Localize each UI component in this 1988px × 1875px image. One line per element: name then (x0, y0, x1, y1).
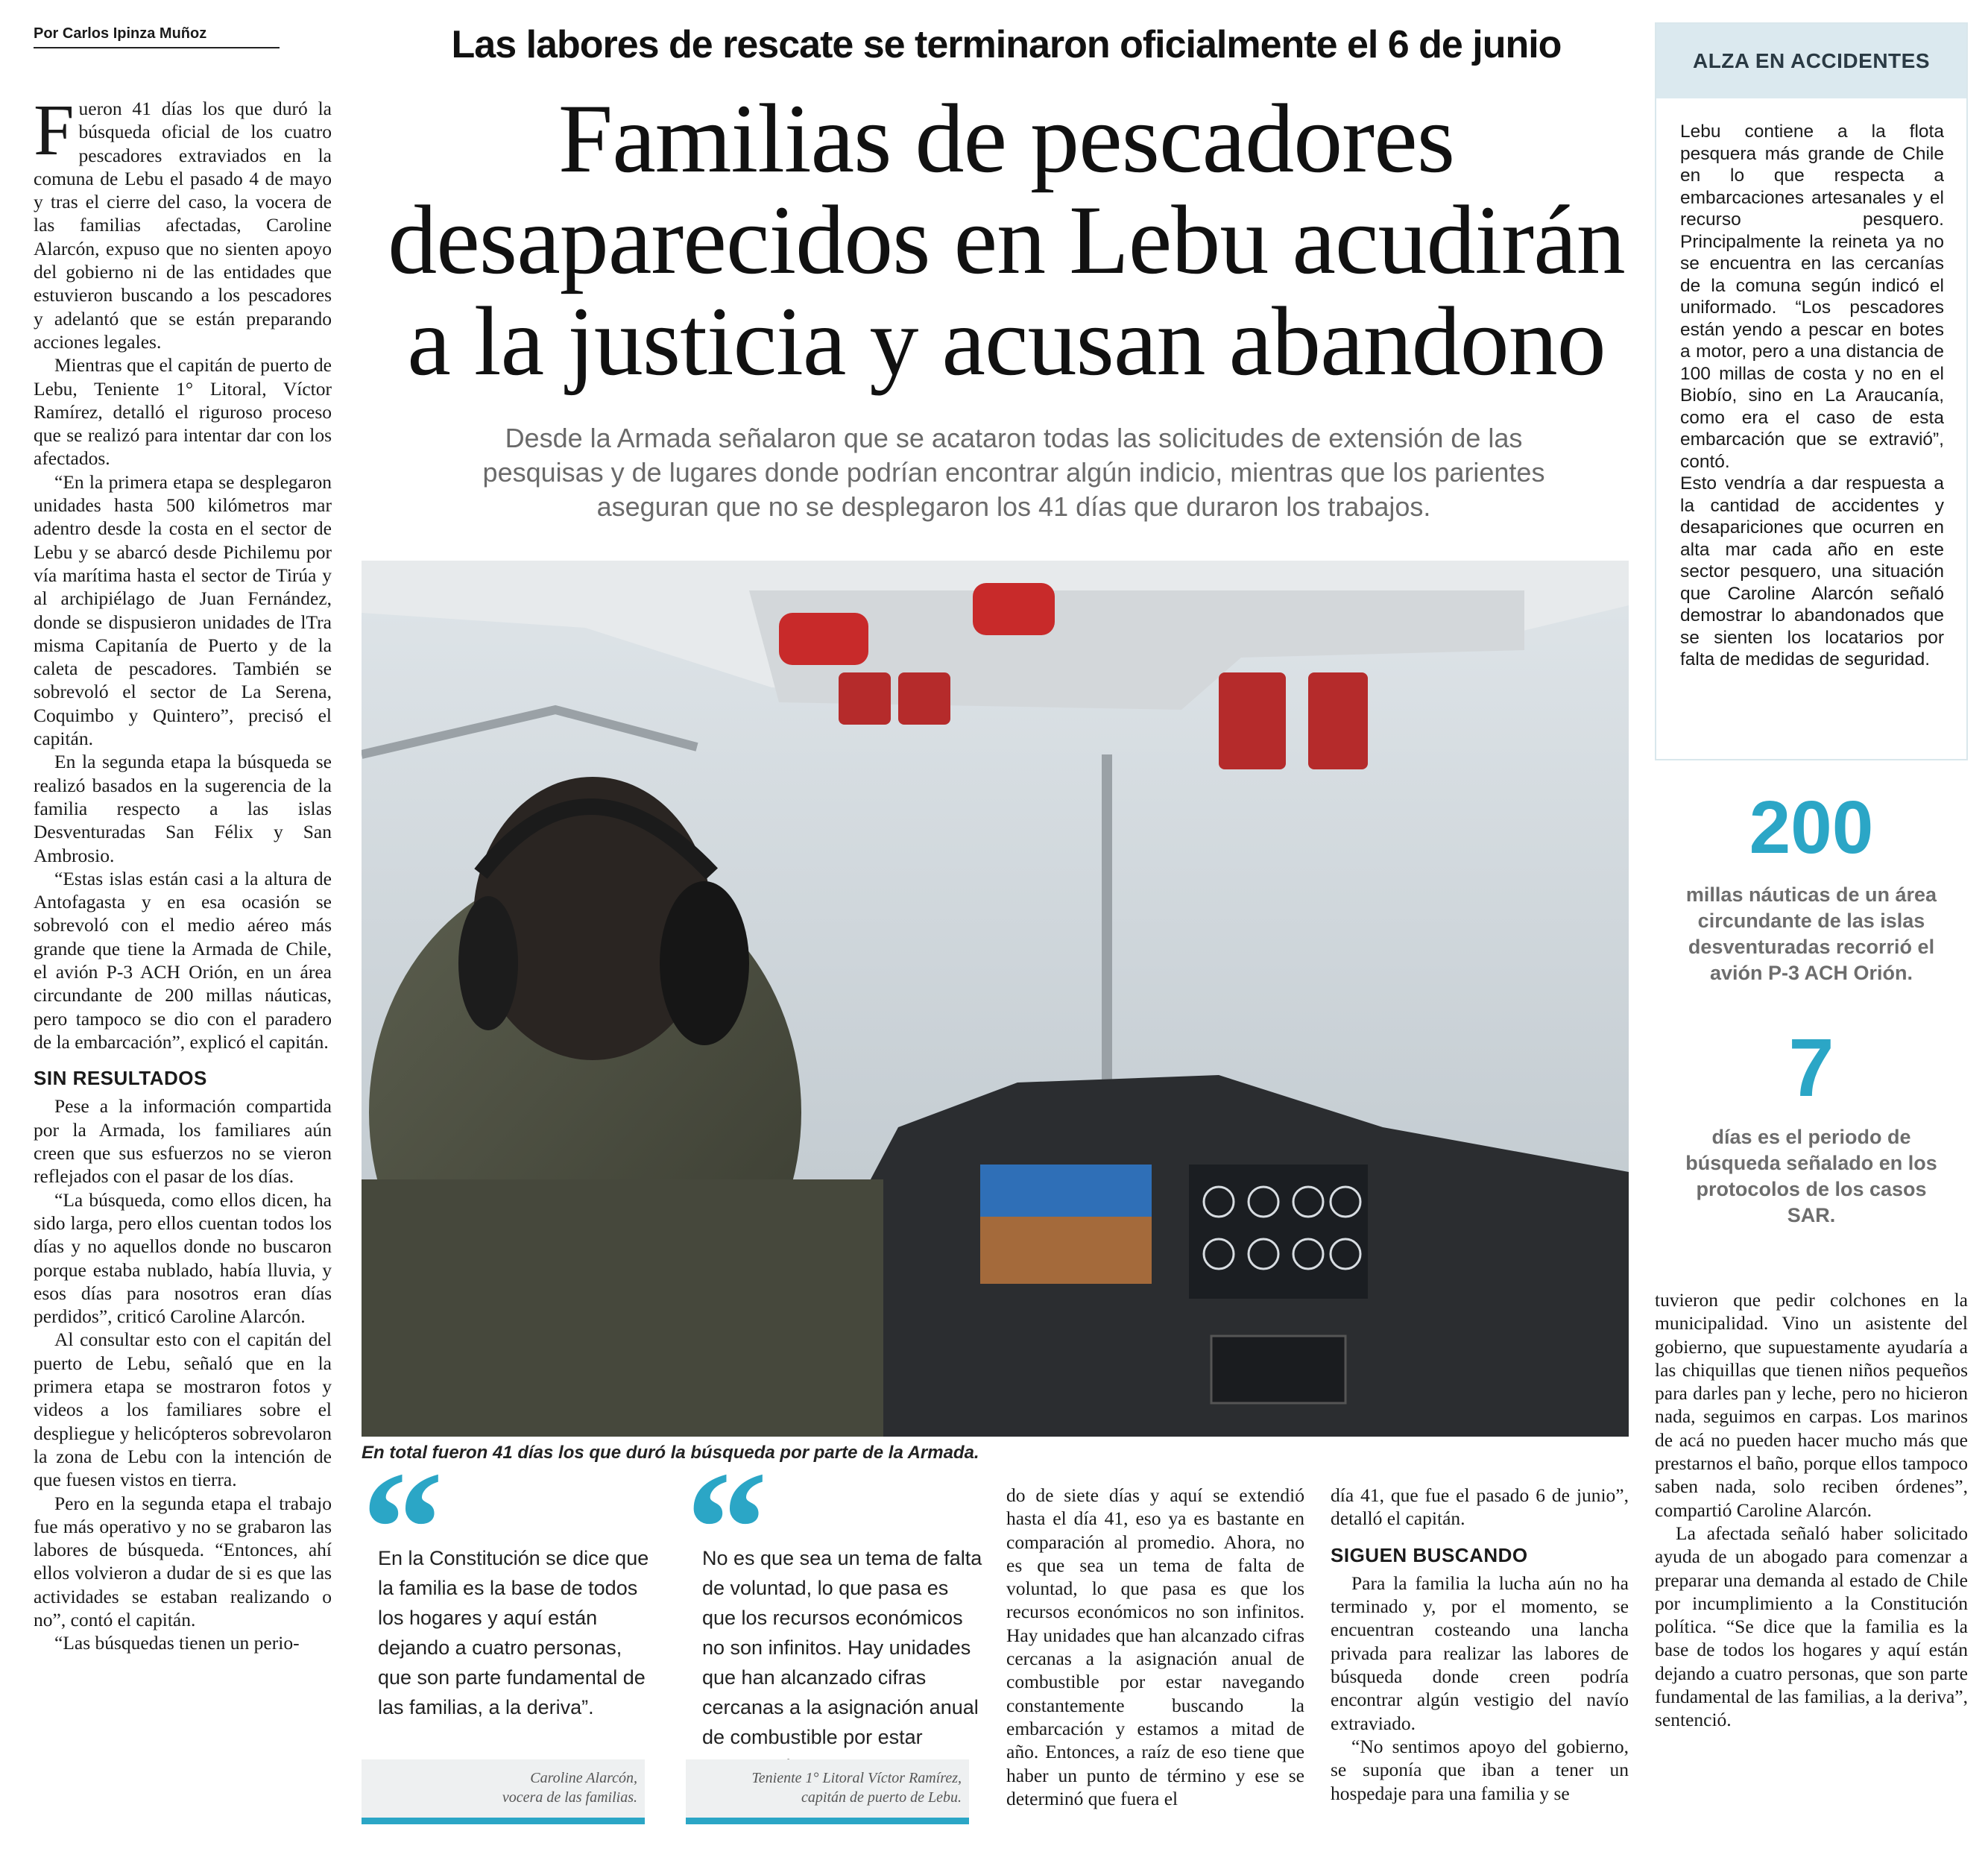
paragraph: “No sentimos apoyo del gobierno, se suponía que iban a tener un hospedaje para una familia y se (1331, 1735, 1629, 1804)
quote-mark-icon: “ (686, 1437, 768, 1619)
paragraph: do de siete días y aquí se extendió hasta el día 41, eso ya es bastante en comparación al promedio. Ahora, no es que sea un tema de falta de voluntad, lo que pasa es que los recursos económicos no son infinitos. Hay unidades que han alcanzado cifras cercanas a la asignación anual de combustible por estar navegando constantemente buscando la embarcación y estamos a mitad de año. Entonces, a raíz de eso tiene que haber un punto de término y ese se determinó que fuera el (1006, 1484, 1304, 1809)
kicker: Las labores de rescate se terminaron oficialmente el 6 de junio (451, 23, 1562, 66)
subheading: SIN RESULTADOS (34, 1067, 207, 1090)
paragraph: día 41, que fue el pasado 6 de junio”, detalló el capitán. (1331, 1484, 1629, 1530)
paragraph: “Estas islas están casi a la altura de Antofagasta y en esa ocasión se sobrevoló con el medio aéreo más grande que tiene la Armada de Chile, el avión P-3 ACH Orión, en un área circundante de 200 millas náuticas, pero tampoco se dio con el paradero de la embarcación”, explicó el capitán. (34, 867, 332, 1053)
article-photo (362, 561, 1629, 1437)
subhead-line: pesquisas y de lugares donde podrían encontrar algún indicio, mientras que los parientes (482, 457, 1545, 488)
headline-line: desaparecidos en Lebu acudirán (388, 185, 1625, 294)
photo-caption: En total fueron 41 días los que duró la búsqueda por parte de la Armada. (362, 1443, 979, 1463)
paragraph: Pero en la segunda etapa el trabajo fue más operativo y no se grabaron las labores de búsqueda. “Entonces, ahí ellos volvieron a dudar de si es que las actividades se estaban realizando o no”, contó el capitán. (34, 1492, 332, 1630)
sidebar-paragraph: Esto vendría a dar respuesta a la cantidad de accidentes y desapariciones que ocurren en alta mar cada año en este sector pesquero, una situación que Caroline Alarcón señaló demostrar lo abandonados que se sienten los locatarios por falta de medidas de seguridad. (1680, 473, 1944, 669)
right-column (1655, 1288, 1968, 1732)
quote-attribution-text (362, 1759, 645, 1818)
left-column (34, 90, 332, 1655)
lead-paragraph (34, 90, 332, 353)
headline (365, 83, 1647, 396)
quote-text: No es que sea un tema de falta de voluntad, lo que pasa es que los recursos económicos no son infinitos. Hay unidades que han alcanzado cifras cercanas a la asignación anual de combustible por estar (702, 1547, 982, 1748)
attribution-name: Teniente 1° Litoral Víctor Ramírez, (751, 1770, 962, 1786)
sidebar-paragraph: Lebu contiene a la flota pesquera más grande de Chile en lo que respecta a embarcaciones artesanales y el recurso pesquero. Principalmente la reineta ya no se encuentra en las cercanías de la comuna según indicó el uniformado. “Los pescadores están yendo a pescar en botes a motor, pero a una distancia de 100 millas de costa y no en el Biobío, sino en La Araucanía, como era el caso de esta embarcación que se extravió”, contó. (1680, 122, 1944, 472)
paragraph: “Las búsquedas tienen un perio- (54, 1632, 300, 1654)
quote-mark-icon: “ (362, 1437, 444, 1619)
paragraph: Mientras que el capitán de puerto de Lebu, Teniente 1° Litoral, Víctor Ramírez, detalló el riguroso proceso que se realizó para intentar dar con los afectados. (34, 354, 332, 470)
fourth-column (1331, 1484, 1629, 1805)
stat-description: millas náuticas de un área circundante de las islas desventuradas recorrió el avión P-3 ACH Orión. (1685, 883, 1937, 984)
cockpit-illustration (362, 561, 1629, 1437)
paragraph: La afectada señaló haber solicitado ayuda de un abogado para comenzar a preparar una demanda al estado de Chile por incumplimiento a la Constitución política. “Se dice que la familia es la base de todos los hogares y aquí están dejando a cuatro personas, que son parte fundamental de las familias, a la deriva”, sentenció. (1655, 1522, 1968, 1731)
stat-block (1655, 787, 1968, 986)
paragraph: Para la familia la lucha aún no ha terminado y, por el momento, se encuentran costeando una lancha privada para realizar las labores de búsqueda donde creen podría encontrar algún vestigio del navío extraviado. (1331, 1572, 1629, 1734)
dropcap: F (34, 90, 75, 171)
quote-accent-bar (362, 1818, 645, 1824)
quote-text: En la Constitución se dice que la familia es la base de todos los hogares y aquí están dejando a cuatro personas, que son parte fundamental de las familias, a la deriva”. (378, 1547, 649, 1718)
pull-quote (686, 1437, 984, 1782)
paragraph: “La búsqueda, como ellos dicen, ha sido larga, pero ellos cuentan todos los días y no aquellos donde no buscaron porque estaba nublado, había lluvia, y esos días para nosotros eran días perdidos”, criticó Caroline Alarcón. (34, 1188, 332, 1328)
quote-attribution-text (686, 1759, 969, 1818)
paragraph: Pese a la información compartida por la Armada, los familiares aún creen que sus esfuerzos no se vieron reflejados con el pasar de los días. (34, 1095, 332, 1188)
paragraph: Al consultar esto con el capitán del puerto de Lebu, señaló que en la primera etapa se mostraron fotos y videos a los familiares sobre el despliegue y helicópteros sobrevolaron la zona de Lebu con la intención de que fuesen vistos en tierra. (34, 1329, 332, 1491)
quote-attribution (362, 1759, 645, 1824)
stat-number: 7 (1788, 1022, 1834, 1114)
subhead-line: Desde la Armada señalaron que se acataron todas las solicitudes de extensión de las (505, 423, 1523, 453)
headline-line: a la justicia y acusan abandono (407, 286, 1606, 396)
headline-line: Familias de pescadores (558, 83, 1455, 193)
lead-text: ueron 41 días los que duró la búsqueda oficial de los cuatro pescadores extraviados en la comuna de Lebu el pasado 4 de mayo y tras el cierre del caso, la vocera de las familias afectadas, Caroline Alarcón, expuso que no sienten apoyo del gobierno ni de las entidades que estuvieron buscando a los pescadores y adelantó que se están preparando acciones legales. (34, 98, 332, 353)
pull-quote (362, 1437, 660, 1722)
paragraph: tuvieron que pedir colchones en la municipalidad. Vino un asistente del gobierno, que supuestamente ayudaría a las chiquillas que tienen niños pequeños para darles pan y leche, pero no hicieron nada, seguimos en carpas. Los marinos de acá no pueden hacer mucho más que prestarnos el baño, porque ellos tampoco saben nada, solo reciben órdenes”, compartió Caroline Alarcón. (1655, 1289, 1968, 1521)
quote-attribution (686, 1759, 969, 1824)
byline: Por Carlos Ipinza Muñoz (34, 25, 280, 48)
subhead-line: aseguran que no se desplegaron los 41 días que duraron los trabajos. (596, 491, 1431, 522)
middle-column (1006, 1484, 1304, 1810)
sidebar-title: ALZA EN ACCIDENTES (1656, 24, 1966, 98)
sidebar-box (1655, 22, 1968, 760)
stat-block (1655, 1022, 1968, 1229)
subhead (380, 421, 1647, 524)
sidebar-text (1680, 121, 1944, 671)
attribution-role: vocera de las familias. (502, 1789, 637, 1806)
attribution-role: capitán de puerto de Lebu. (801, 1789, 962, 1806)
subheading: SIGUEN BUSCANDO (1331, 1543, 1528, 1566)
paragraph: “En la primera etapa se desplegaron unidades hasta 500 kilómetros mar adentro desde la costa en el sector de Lebu y se abarcó desde Pichilemu por vía marítima hasta el sector de Tirúa y al archipiélago de Juan Fernández, donde se dispusieron unidades de lTra misma Capitanía de Puerto y de la caleta de pescadores. También se sobrevoló el sector de La Serena, Coquimbo y Quintero”, precisó el capitán. (34, 470, 332, 750)
stat-description: días es el periodo de búsqueda señalado en los protocolos de los casos SAR. (1685, 1126, 1937, 1226)
paragraph: En la segunda etapa la búsqueda se realizó basados en la sugerencia de la familia respecto a las islas Desventuradas San Félix y San Ambrosio. (34, 751, 332, 866)
quote-accent-bar (686, 1818, 969, 1824)
attribution-name: Caroline Alarcón, (530, 1770, 637, 1786)
stat-number: 200 (1749, 786, 1874, 869)
